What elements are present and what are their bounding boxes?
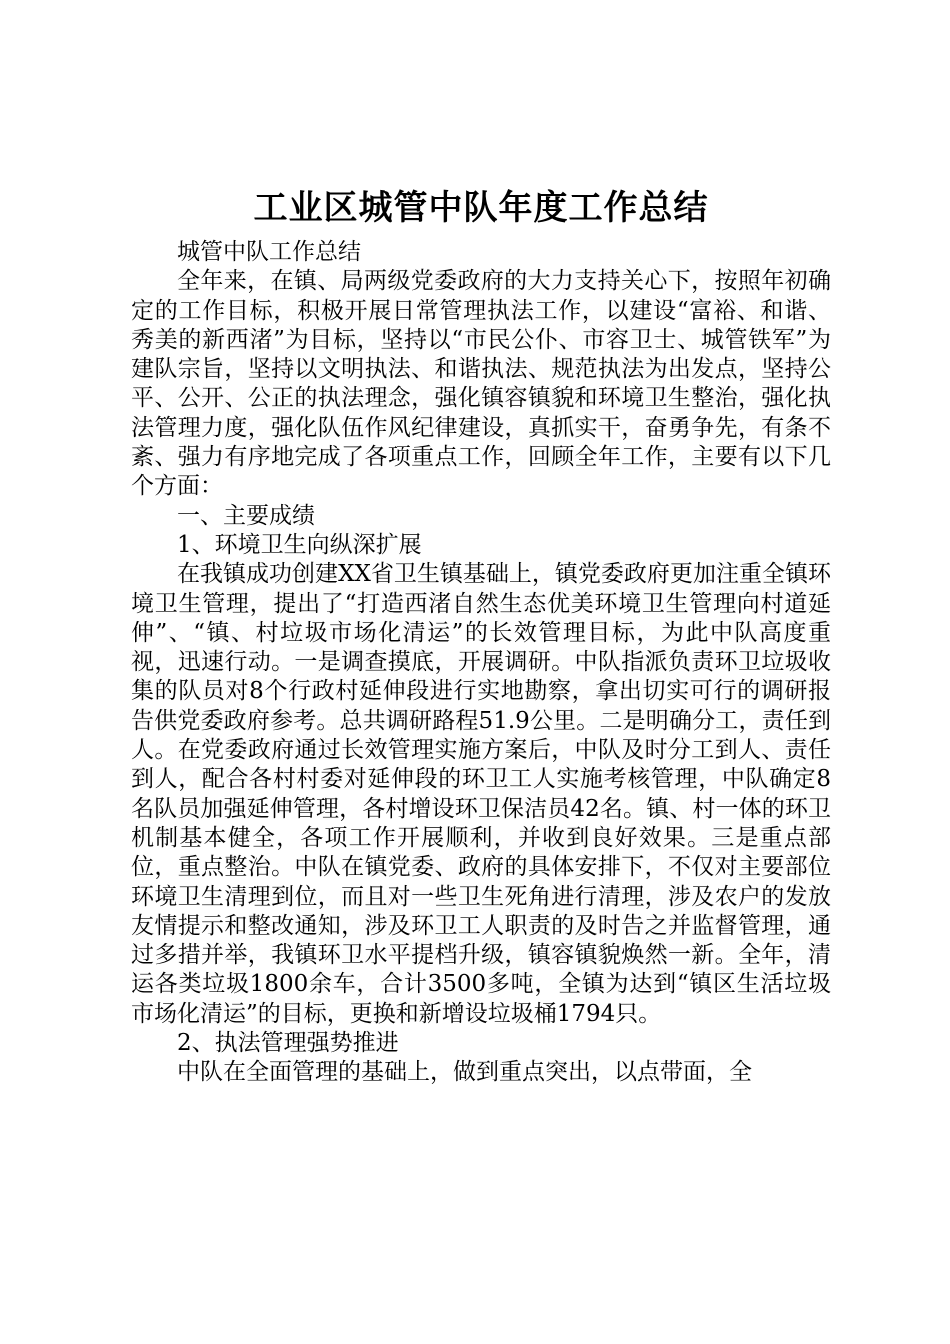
paragraph-enforcement: 中队在全面管理的基础上，做到重点突出，以点带面，全: [177, 1059, 752, 1086]
subsection-heading-environment: 1、环境卫生向纵深扩展: [177, 531, 422, 558]
document-page: [131, 184, 831, 1088]
paragraph-environment: 在我镇成功创建XX省卫生镇基础上，镇党委政府更加注重全镇环境卫生管理，提出了“打造西渚自然生态优美环境卫生管理向村道延伸”、“镇、村垃圾市场化清运”的长效管理目标，为此中队高度重视，迅速行动。一是调查摸底，开展调研。中队指派负责环卫垃圾收集的队员对8个行政村延伸段进行实地勘察，拿出切实可行的调研报告供党委政府参考。总共调研路程51.9公里。二是明确分工，责任到人。在党委政府通过长效管理实施方案后，中队及时分工到人、责任到人，配合各村村委对延伸段的环卫工人实施考核管理，中队确定8名队员加强延伸管理，各村增设环卫保洁员42名。镇、村一体的环卫机制基本健全，各项工作开展顺利，并收到良好效果。三是重点部位，重点整治。中队在镇党委、政府的具体安排下，不仅对主要部位环境卫生清理到位，而且对一些卫生死角进行清理，涉及农户的发放友情提示和整改通知，涉及环卫工人职责的及时告之并监督管理，通过多措并举，我镇环卫水平提档升级，镇容镇貌焕然一新。全年，清运各类垃圾1800余车，合计3500多吨，全镇为达到“镇区生活垃圾市场化清运”的目标，更换和新增设垃圾桶1794只。: [131, 561, 831, 1027]
paragraph-subtitle: 城管中队工作总结: [177, 239, 361, 265]
subsection-heading-enforcement: 2、执法管理强势推进: [177, 1030, 399, 1057]
paragraph-intro: 全年来，在镇、局两级党委政府的大力支持关心下，按照年初确定的工作目标，积极开展日常管理执法工作，以建设“富裕、和谐、秀美的新西渚”为目标，坚持以“市民公仆、市容卫士、城管铁军”为建队宗旨，坚持以文明执法、和谐执法、规范执法为出发点，坚持公平、公开、公正的执法理念，强化镇容镇貌和环境卫生整治，强化执法管理力度，强化队伍作风纪律建设，真抓实干，奋勇争先，有条不紊、强力有序地完成了各项重点工作，回顾全年工作，主要有以下几个方面：: [131, 268, 831, 500]
section-heading-main-achievements: 一、主要成绩: [177, 502, 315, 529]
document-title: 工业区城管中队年度工作总结: [253, 188, 709, 228]
